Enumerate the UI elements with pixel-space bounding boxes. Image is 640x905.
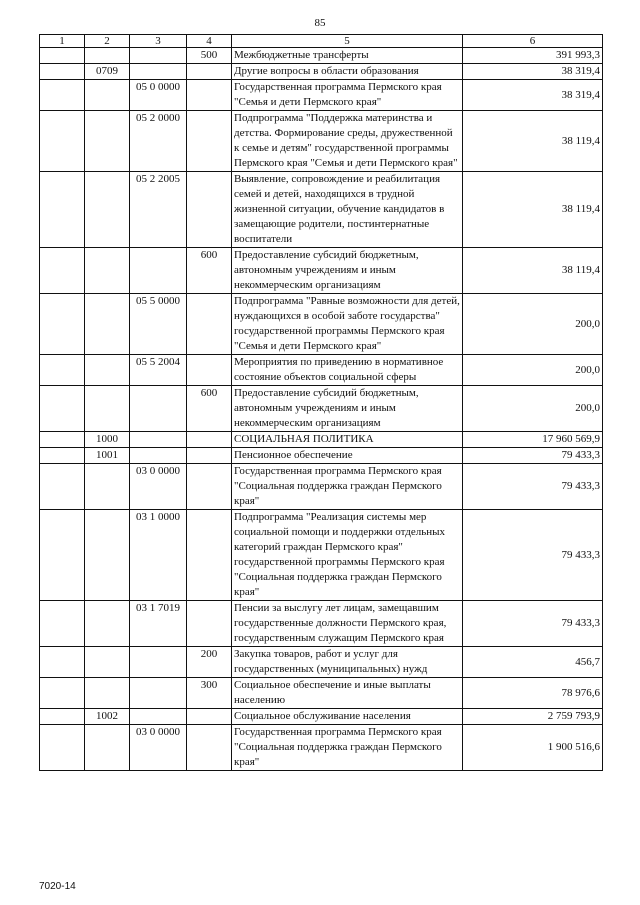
table-row	[40, 678, 603, 709]
target-article-cell	[130, 386, 187, 432]
expense-type-cell	[187, 432, 232, 448]
header-row	[40, 35, 603, 48]
description-cell: Подпрограмма "Поддержка материнства и детства. Формирование среды, дружественной к семье и детям" государственной программы Пермского края "Семья и дети Пермского края"	[232, 111, 463, 172]
amount-cell: 17 960 569,9	[463, 432, 603, 448]
description-cell: Мероприятия по приведению в нормативное состояние объектов социальной сферы	[232, 355, 463, 386]
section-cell	[40, 678, 85, 709]
expense-type-cell: 500	[187, 48, 232, 64]
expense-type-cell	[187, 725, 232, 771]
table-row	[40, 386, 603, 432]
page-number: 85	[314, 17, 326, 29]
section-cell	[40, 448, 85, 464]
description-cell: Предоставление субсидий бюджетным, автономным учреждениям и иным некоммерческим организациям	[232, 248, 463, 294]
target-article-cell	[130, 709, 187, 725]
subsection-cell	[85, 48, 130, 64]
description-cell: Пенсии за выслугу лет лицам, замещавшим государственные должности Пермского края, государственным служащим Пермского края	[232, 601, 463, 647]
target-article-cell: 03 1 0000	[130, 510, 187, 601]
section-cell	[40, 432, 85, 448]
table-row	[40, 432, 603, 448]
target-article-cell: 05 2 2005	[130, 172, 187, 248]
subsection-cell	[85, 80, 130, 111]
table-row	[40, 601, 603, 647]
description-cell: Межбюджетные трансферты	[232, 48, 463, 64]
description-cell: Государственная программа Пермского края "Семья и дети Пермского края"	[232, 80, 463, 111]
table-row	[40, 248, 603, 294]
table-row	[40, 647, 603, 678]
table-row	[40, 294, 603, 355]
subsection-cell	[85, 601, 130, 647]
amount-cell: 79 433,3	[463, 510, 603, 601]
subsection-cell: 1001	[85, 448, 130, 464]
subsection-cell	[85, 725, 130, 771]
table-body	[40, 48, 603, 771]
column-header: 5	[232, 35, 463, 48]
section-cell	[40, 725, 85, 771]
section-cell	[40, 709, 85, 725]
description-cell: Подпрограмма "Равные возможности для детей, нуждающихся в особой заботе государства" государственной программы Пермского края "Семья и дети Пермского края"	[232, 294, 463, 355]
subsection-cell	[85, 678, 130, 709]
expense-type-cell	[187, 464, 232, 510]
column-header: 1	[40, 35, 85, 48]
target-article-cell	[130, 64, 187, 80]
expense-type-cell	[187, 709, 232, 725]
amount-cell: 200,0	[463, 386, 603, 432]
subsection-cell: 1002	[85, 709, 130, 725]
subsection-cell	[85, 464, 130, 510]
column-header: 3	[130, 35, 187, 48]
target-article-cell: 03 0 0000	[130, 464, 187, 510]
amount-cell: 391 993,3	[463, 48, 603, 64]
table-row	[40, 80, 603, 111]
table-row	[40, 355, 603, 386]
amount-cell: 79 433,3	[463, 601, 603, 647]
amount-cell: 38 319,4	[463, 80, 603, 111]
target-article-cell	[130, 48, 187, 64]
target-article-cell: 05 5 2004	[130, 355, 187, 386]
document-code: 7020-14	[39, 881, 76, 892]
section-cell	[40, 80, 85, 111]
section-cell	[40, 294, 85, 355]
expense-type-cell	[187, 64, 232, 80]
amount-cell: 78 976,6	[463, 678, 603, 709]
amount-cell: 38 119,4	[463, 172, 603, 248]
section-cell	[40, 647, 85, 678]
target-article-cell	[130, 432, 187, 448]
amount-cell: 79 433,3	[463, 448, 603, 464]
description-cell: Закупка товаров, работ и услуг для государственных (муниципальных) нужд	[232, 647, 463, 678]
description-cell: Государственная программа Пермского края "Социальная поддержка граждан Пермского края"	[232, 464, 463, 510]
table-row	[40, 172, 603, 248]
target-article-cell	[130, 647, 187, 678]
section-cell	[40, 111, 85, 172]
expense-type-cell: 200	[187, 647, 232, 678]
column-header: 4	[187, 35, 232, 48]
subsection-cell	[85, 355, 130, 386]
table-row	[40, 709, 603, 725]
amount-cell: 38 119,4	[463, 248, 603, 294]
expense-type-cell	[187, 80, 232, 111]
description-cell: Предоставление субсидий бюджетным, автономным учреждениям и иным некоммерческим организациям	[232, 386, 463, 432]
target-article-cell	[130, 678, 187, 709]
section-cell	[40, 601, 85, 647]
section-cell	[40, 64, 85, 80]
section-cell	[40, 386, 85, 432]
expense-type-cell	[187, 448, 232, 464]
description-cell: Подпрограмма "Реализация системы мер социальной помощи и поддержки отдельных категорий граждан Пермского края" государственной программы Пермского края "Социальная поддержка граждан Пермского края"	[232, 510, 463, 601]
amount-cell: 38 119,4	[463, 111, 603, 172]
target-article-cell: 05 2 0000	[130, 111, 187, 172]
section-cell	[40, 355, 85, 386]
amount-cell: 200,0	[463, 294, 603, 355]
amount-cell: 79 433,3	[463, 464, 603, 510]
subsection-cell: 1000	[85, 432, 130, 448]
description-cell: Выявление, сопровождение и реабилитация семей и детей, находящихся в трудной жизненной ситуации, обучение кандидатов в замещающие родители, постинтернатные воспитатели	[232, 172, 463, 248]
expense-type-cell: 600	[187, 248, 232, 294]
description-cell: Социальное обеспечение и иные выплаты населению	[232, 678, 463, 709]
target-article-cell: 03 0 0000	[130, 725, 187, 771]
subsection-cell	[85, 172, 130, 248]
section-cell	[40, 464, 85, 510]
amount-cell: 1 900 516,6	[463, 725, 603, 771]
expense-type-cell	[187, 355, 232, 386]
target-article-cell: 05 0 0000	[130, 80, 187, 111]
section-cell	[40, 48, 85, 64]
column-header: 6	[463, 35, 603, 48]
table-row	[40, 64, 603, 80]
subsection-cell	[85, 294, 130, 355]
subsection-cell	[85, 386, 130, 432]
target-article-cell	[130, 248, 187, 294]
expense-type-cell	[187, 294, 232, 355]
description-cell: Другие вопросы в области образования	[232, 64, 463, 80]
budget-table	[39, 34, 603, 771]
amount-cell: 200,0	[463, 355, 603, 386]
table-row	[40, 464, 603, 510]
subsection-cell	[85, 647, 130, 678]
amount-cell: 38 319,4	[463, 64, 603, 80]
column-header: 2	[85, 35, 130, 48]
table-row	[40, 510, 603, 601]
description-cell: Социальное обслуживание населения	[232, 709, 463, 725]
section-cell	[40, 510, 85, 601]
expense-type-cell	[187, 601, 232, 647]
subsection-cell	[85, 248, 130, 294]
section-cell	[40, 248, 85, 294]
description-cell: СОЦИАЛЬНАЯ ПОЛИТИКА	[232, 432, 463, 448]
expense-type-cell: 600	[187, 386, 232, 432]
description-cell: Государственная программа Пермского края "Социальная поддержка граждан Пермского края"	[232, 725, 463, 771]
target-article-cell: 05 5 0000	[130, 294, 187, 355]
section-cell	[40, 172, 85, 248]
expense-type-cell	[187, 172, 232, 248]
expense-type-cell	[187, 111, 232, 172]
table-row	[40, 111, 603, 172]
subsection-cell	[85, 510, 130, 601]
target-article-cell	[130, 448, 187, 464]
table-row	[40, 48, 603, 64]
table-row	[40, 448, 603, 464]
description-cell: Пенсионное обеспечение	[232, 448, 463, 464]
subsection-cell	[85, 111, 130, 172]
expense-type-cell: 300	[187, 678, 232, 709]
target-article-cell: 03 1 7019	[130, 601, 187, 647]
amount-cell: 456,7	[463, 647, 603, 678]
amount-cell: 2 759 793,9	[463, 709, 603, 725]
subsection-cell: 0709	[85, 64, 130, 80]
table-row	[40, 725, 603, 771]
expense-type-cell	[187, 510, 232, 601]
